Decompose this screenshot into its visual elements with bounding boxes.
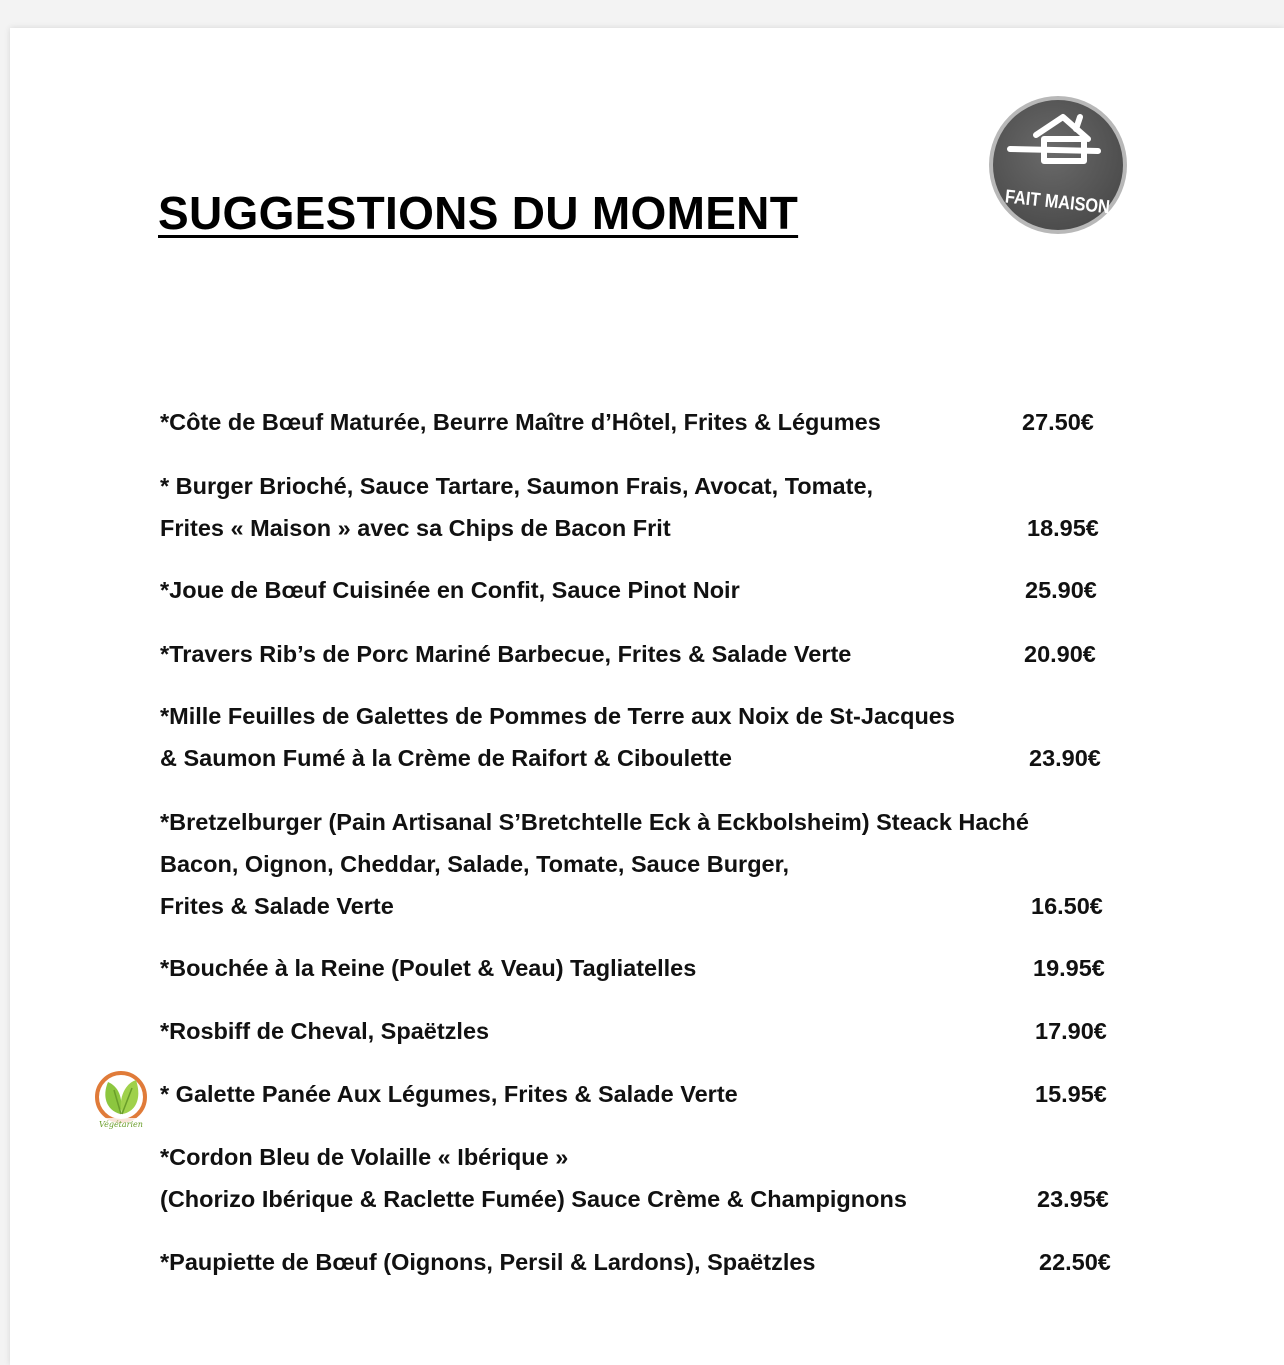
- menu-item-price: 16.50€: [1031, 893, 1103, 919]
- menu-item-price: 25.90€: [1025, 577, 1097, 603]
- menu-item-price: 15.95€: [1035, 1081, 1107, 1107]
- menu-item-price: 20.90€: [1024, 641, 1096, 667]
- menu-item-price: 23.95€: [1037, 1186, 1109, 1212]
- menu-item-line: *Paupiette de Bœuf (Oignons, Persil & Lardons), Spaëtzles: [160, 1249, 816, 1275]
- menu-item-line: Bacon, Oignon, Cheddar, Salade, Tomate, Sauce Burger,: [160, 851, 789, 877]
- menu-item-line: *Cordon Bleu de Volaille « Ibérique »: [160, 1144, 569, 1170]
- vegetarian-label: Végétarien: [99, 1120, 143, 1129]
- menu-item-line: & Saumon Fumé à la Crème de Raifort & Ciboulette: [160, 745, 732, 771]
- menu-item-price: 22.50€: [1039, 1249, 1111, 1275]
- menu-item-price: 19.95€: [1033, 955, 1105, 981]
- menu-item-line: Frites & Salade Verte: [160, 893, 394, 919]
- badge-label: FAIT MAISON: [1004, 185, 1111, 218]
- menu-item-line: *Mille Feuilles de Galettes de Pommes de Terre aux Noix de St-Jacques: [160, 703, 955, 729]
- menu-item-line: *Joue de Bœuf Cuisinée en Confit, Sauce Pinot Noir: [160, 577, 740, 603]
- menu-item-price: 23.90€: [1029, 745, 1101, 771]
- menu-item-price: 17.90€: [1035, 1018, 1107, 1044]
- menu-item-line: *Rosbiff de Cheval, Spaëtzles: [160, 1018, 490, 1044]
- leaf-icon: [105, 1080, 138, 1114]
- menu-item-price: 27.50€: [1022, 409, 1094, 435]
- fait-maison-badge: [988, 95, 1128, 235]
- menu-item-line: *Côte de Bœuf Maturée, Beurre Maître d’Hôtel, Frites & Légumes: [160, 409, 881, 435]
- menu-item-line: *Bouchée à la Reine (Poulet & Veau) Tagliatelles: [160, 955, 697, 981]
- menu-item-price: 18.95€: [1027, 515, 1099, 541]
- menu-item-line: *Travers Rib’s de Porc Mariné Barbecue, Frites & Salade Verte: [160, 641, 852, 667]
- page-title: SUGGESTIONS DU MOMENT: [158, 187, 799, 239]
- menu-item-line: * Burger Brioché, Sauce Tartare, Saumon Frais, Avocat, Tomate,: [160, 473, 874, 499]
- menu-item-line: (Chorizo Ibérique & Raclette Fumée) Sauce Crème & Champignons: [160, 1186, 907, 1212]
- menu-item-line: * Galette Panée Aux Légumes, Frites & Salade Verte: [160, 1081, 738, 1107]
- menu-item-line: *Bretzelburger (Pain Artisanal S’Bretchtelle Eck à Eckbolsheim) Steack Haché: [160, 809, 1029, 835]
- vegetarian-badge: [92, 1070, 150, 1130]
- menu-item-line: Frites « Maison » avec sa Chips de Bacon Frit: [160, 515, 671, 541]
